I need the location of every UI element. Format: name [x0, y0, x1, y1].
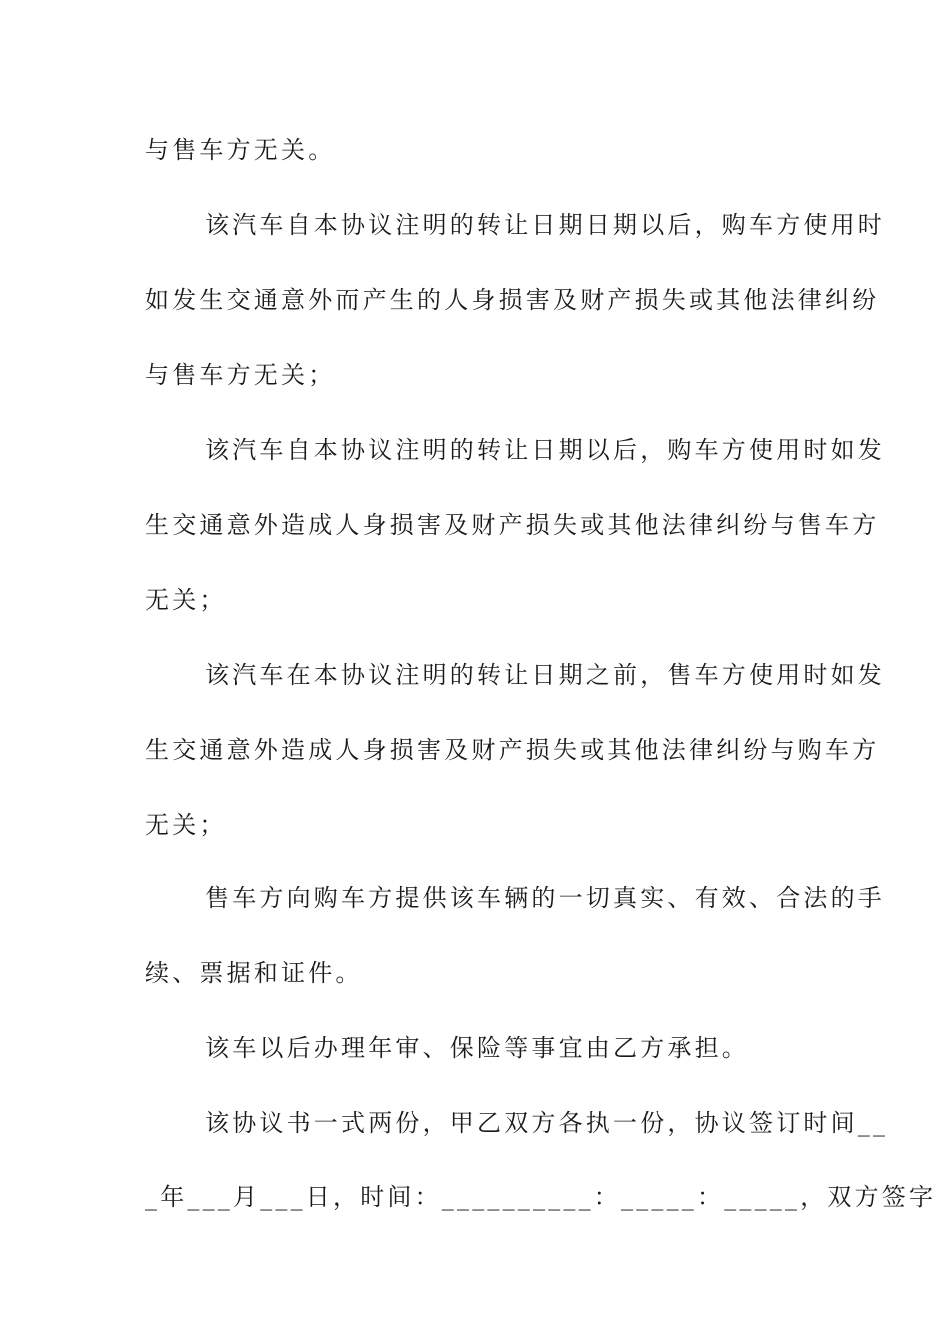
paragraph-line: _年___月___日，时间：__________：_____：_____，双方签字: [145, 1183, 937, 1211]
paragraph-line: 如发生交通意外而产生的人身损害及财产损失或其他法律纠纷: [145, 286, 880, 314]
paragraph-line: 该汽车自本协议注明的转让日期以后，购车方使用时如发: [205, 436, 885, 464]
paragraph-line: 无关；: [145, 811, 227, 839]
paragraph-line: 售车方向购车方提供该车辆的一切真实、有效、合法的手: [205, 884, 885, 912]
paragraph-line: 与售车方无关。: [145, 136, 336, 164]
paragraph-line: 该汽车在本协议注明的转让日期之前，售车方使用时如发: [205, 661, 885, 689]
paragraph-line: 生交通意外造成人身损害及财产损失或其他法律纠纷与售车方: [145, 511, 880, 539]
paragraph-line: 该协议书一式两份，甲乙双方各执一份，协议签订时间__: [205, 1109, 889, 1137]
paragraph-line: 无关；: [145, 586, 227, 614]
paragraph-line: 续、票据和证件。: [145, 959, 363, 987]
paragraph-line: 该车以后办理年审、保险等事宜由乙方承担。: [205, 1034, 749, 1062]
paragraph-line: 与售车方无关；: [145, 361, 336, 389]
paragraph-line: 该汽车自本协议注明的转让日期日期以后，购车方使用时: [205, 211, 885, 239]
paragraph-line: 生交通意外造成人身损害及财产损失或其他法律纠纷与购车方: [145, 736, 880, 764]
